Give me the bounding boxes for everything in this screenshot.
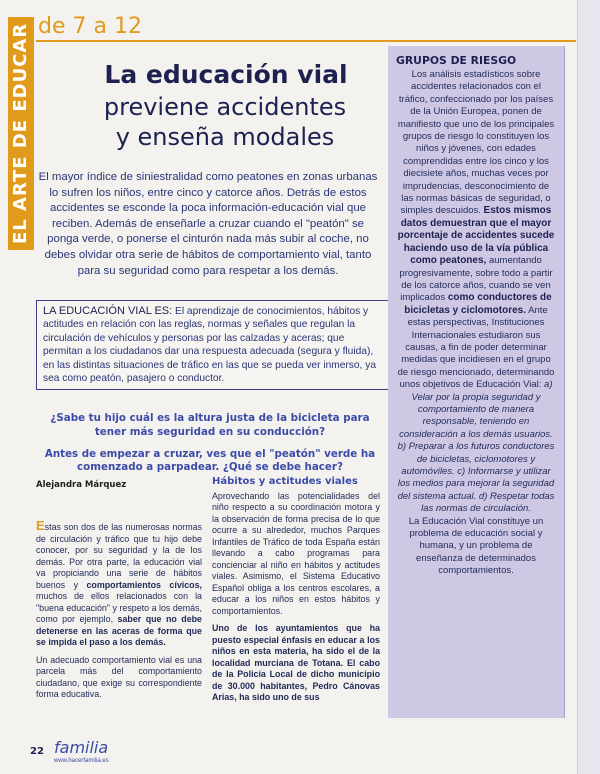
sidebox-text-5: Ante estas perspectivas, Instituciones Internacionales estudiaron sus causas, a fin de poder determinar medidas que incidiesen en el grupo de riesgo mencionado, determinando unos objetivos de Educación Vial: [397, 304, 555, 391]
sidebox-text [396, 69, 556, 578]
next-page-edge [577, 0, 600, 774]
sidebox-text-1: Los análisis estadísticos sobre accidentes relacionados con el tráfico, confeccionado por los países de la Unión Europea, ponen de manifiesto que uno de los principales grupos de riesgo lo constituyen los niños y jóvenes, con edades comprendidas entre los cinco y los diecisiete años, muchas veces por imprudencias, desconocimiento de las normas básicas de seguridad, o simples descuidos. [397, 69, 555, 217]
sidebox-text-3: aumentando progresivamente, sobre todo a partir de los catorce años, cuando se ven implicados [399, 255, 553, 304]
headline-line1: La educación vial [104, 60, 348, 89]
drop-cap: E [36, 518, 45, 533]
sidebox-text-7: b) Preparar a los futuros conductores de bicicletas, ciclomotores y automóviles. [397, 441, 555, 477]
risk-groups-sidebox [388, 46, 565, 718]
sidebox-text-4: como conductores de bicicletas y ciclomotores. [404, 292, 552, 316]
col2-paragraph-1: Aprovechando las potencialidades del niño respecto a su coordinación motora y la observación de forma precisa de lo que ocurre a su alrededor, muchos Parques Infantiles de Tráfico de toda España están llevando a cabo programas para concienciar al niño en hábitos y actitudes viales. Asimismo, el Sistema Educativo Español obliga a los centros escolares, a educar a los niños en estos hábitos y comportamientos. [212, 490, 380, 616]
author-byline: Alejandra Márquez [36, 480, 127, 490]
headline-sub [60, 92, 390, 152]
sidebox-text-6: a) Velar por la propia seguridad y comportamiento de manera responsable, teniendo en consideración a los demás usuarios. [399, 379, 553, 440]
header-rule [36, 40, 576, 42]
col2-paragraph-2: Uno de los ayuntamientos que ha puesto especial énfasis en educar a los niños en esta materia, ha sido el de la localidad murciana de Totana. El cabo de la Policía Local de dicho municipio de 30.000 habitantes, Pedro Cánovas Arias, ha sido uno de sus [212, 623, 380, 702]
definition-label: LA EDUCACIÓN VIAL ES: [43, 305, 173, 317]
section-sidebar [4, 18, 34, 250]
col1-paragraph-1 [36, 520, 202, 649]
col1-text-d: saber que no debe detenerse en las aceras de forma que se impida el paso a los demás. [36, 614, 202, 647]
sidebox-text-2: Estos mismos datos demuestran que el mayor porcentaje de accidentes sucede haciendo uso de la vía pública como peatones, [397, 205, 555, 267]
sidebox-text-9: d) Respetar todas las normas de circulación. [421, 490, 555, 515]
question-1: ¿Sabe tu hijo cuál es la altura justa de la bicicleta para tener más seguridad en su conducción? [50, 412, 370, 438]
sidebox-heading: GRUPOS DE RIESGO [396, 54, 517, 67]
highlight-questions [40, 412, 380, 483]
col1-text-b: comportamientos cívicos, [86, 579, 202, 590]
page-number: 22 [30, 746, 44, 757]
headline-line3: y enseña modales [115, 123, 335, 151]
body-column-2 [212, 476, 380, 710]
col1-text-c: muchos de ellos relacionados con la "buena educación" y respeto a los demás, como por ejemplo, [36, 591, 202, 624]
col2-subhead: Hábitos y actitudes viales [212, 476, 358, 487]
sidebar-label: EL ARTE DE EDUCAR [8, 17, 34, 250]
sidebox-text-10: La Educación Vial constituye un problema de educación social y humana, y un problema de enseñanza de determinados comportamientos. [408, 515, 544, 577]
intro-paragraph: El mayor índice de siniestralidad como peatones en zonas urbanas lo sufren los niños, entre cinco y catorce años. Detrás de estos accidentes se esconde la poca información-educación vial que reciben. Además de enseñarle a cruzar cuando el "peatón" se ponga verde, o ponerse el cinturón nada más subir al coche, no debes olvidar otra serie de hábitos de comportamiento vial, tanto para su seguridad como para respetar a los demás. [38, 171, 378, 277]
headline-line2: previene accidentes [103, 93, 347, 121]
definition-box [36, 300, 390, 390]
definition-text: El aprendizaje de conocimientos, hábitos y actitudes en relación con las reglas, normas y señales que regulan la circulación de vehículos y personas por las calzadas y aceras; que permitan a los ciudadanos dar una respuesta adecuada (segura y fluida), en las distintas situaciones de tráfico en las que se pueda ver inmerso, ya sea como peatón, pasajero o conductor. [43, 306, 376, 385]
magazine-url: www.hacerfamilia.es [54, 758, 109, 764]
question-2: Antes de empezar a cruzar, ves que el "peatón" verde ha comenzado a parpadear. ¿Qué se debe hacer? [44, 447, 376, 474]
magazine-logo: familia [54, 738, 109, 757]
body-column-1 [36, 520, 202, 707]
sidebox-text-8: c) Informarse y utilizar los medios para mejorar la seguridad del sistema actual. [397, 466, 555, 502]
col1-text-a: stas son dos de las numerosas normas de circulación y tráfico que tu hijo debe conocer, por su seguridad y la de los demás. Por otra parte, la educación vial va propiciando una serie de hábitos buenos y [36, 522, 202, 590]
section-header: de 7 a 12 [38, 14, 142, 39]
col1-paragraph-2: Un adecuado comportamiento vial es una parcela más del comportamiento ciudadano, que exige su correspondiente forma educativa. [36, 654, 202, 699]
